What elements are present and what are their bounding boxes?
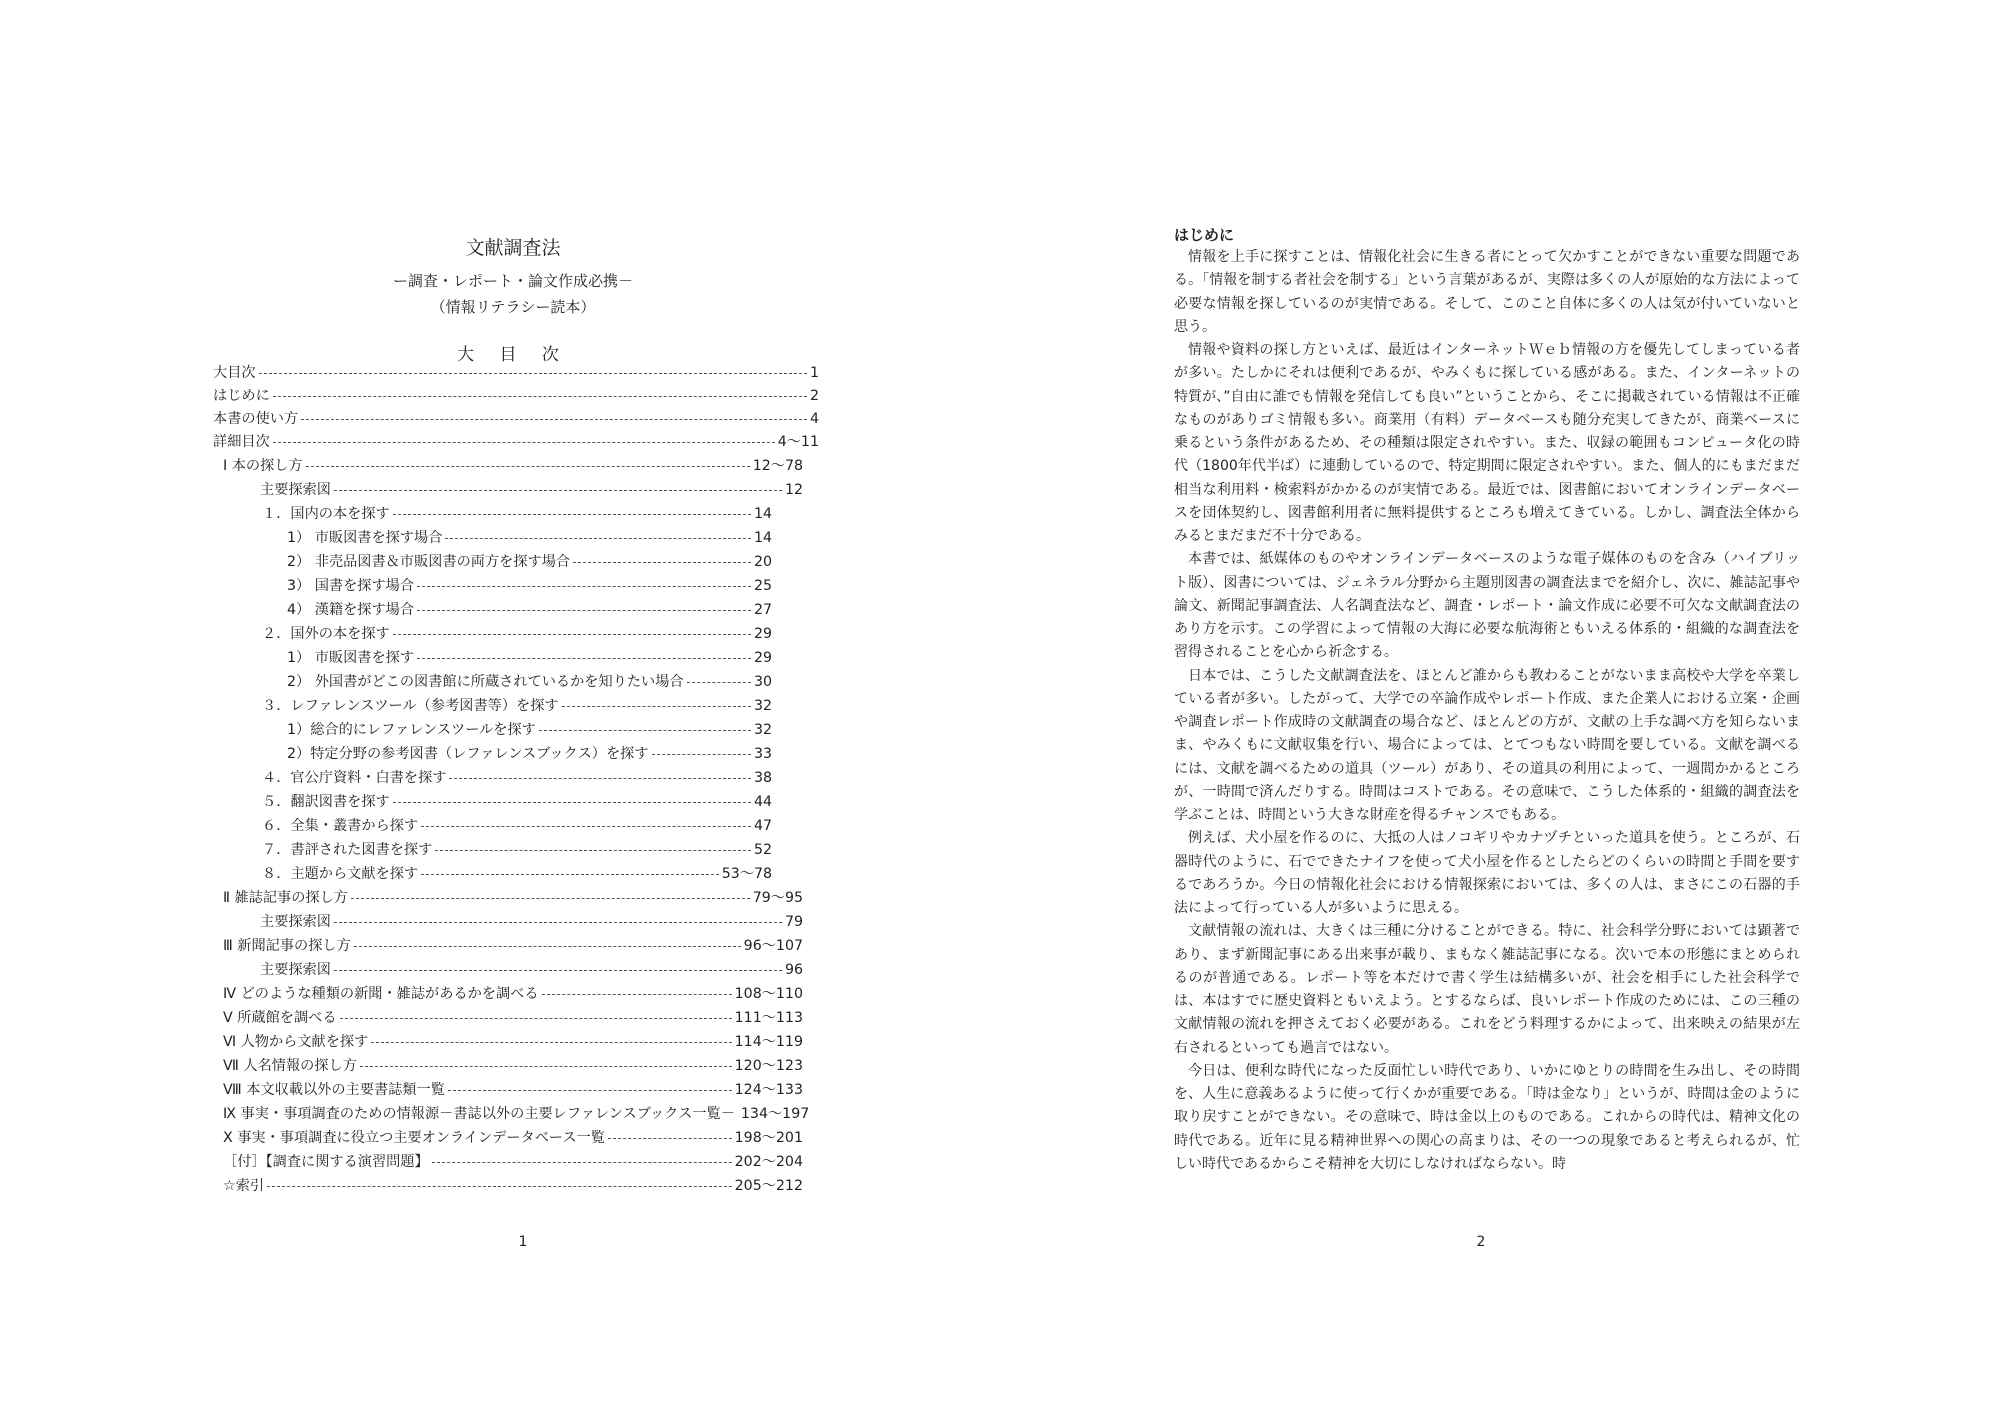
book-title: 文献調査法 [465,237,561,259]
toc-entry-label: 1） 市販図書を探す場合 [287,530,443,546]
book-subtitle: ー調査・レポート・論文作成必携－ [392,272,633,290]
toc-entry-page: 53～78 [721,866,772,882]
right-page [1000,0,2000,1415]
toc-dash-leader [417,586,751,587]
intro-paragraph: 本書では、紙媒体のものやオンラインデータベースのような電子媒体のものを含み（ハイブリット版）、図書については、ジェネラル分野から主題別図書の調査法までを紹介し、次に、雑誌記事や論文、新聞記事調査法、人名調査法など、調査・レポート・論文作成に必要不可欠な文献調査法のあり方を示す。この学習によって情報の大海に必要な航海術ともいえる体系的・組織的な調査法を習得されることを心から祈念する。 [1174,551,1800,661]
toc-entry-page: 52 [753,842,772,858]
toc-entry-page: 124～133 [734,1082,803,1098]
toc-dash-leader [608,1138,732,1139]
toc-entry-page: 38 [753,770,772,786]
toc-entry-label: ☆索引 [223,1178,265,1194]
toc-dash-leader [417,658,751,659]
toc-entry [223,1007,803,1030]
toc-entry [223,1127,803,1150]
toc-entry-page: 4～11 [777,434,819,450]
toc-entry [287,527,772,550]
toc-entry-page: 12～78 [752,458,803,474]
toc-entry [287,719,772,742]
toc-entry-label: Ⅲ 新聞記事の探し方 [223,938,351,954]
toc-entry [223,935,803,958]
toc-entry-page: 198～201 [734,1130,803,1146]
toc-entry [260,959,803,982]
toc-dash-leader [340,1018,732,1019]
toc-dash-leader [273,442,775,443]
toc-entry [223,887,803,910]
toc-entry-label: 4） 漢籍を探す場合 [287,602,415,618]
book-series-label: （情報リテラシー読本） [430,298,596,316]
intro-paragraph: 文献情報の流れは、大きくは三種に分けることができる。特に、社会科学分野においては顕著であり、まず新聞記事にある出来事が載り、まもなく雑誌記事になる。次いで本の形態にまとめられるのが普通である。レポート等を本だけで書く学生は結構多いが、社会を相手にした社会科学では、本はすでに歴史資料ともいえよう。とするならば、良いレポート作成のためには、この三種の文献情報の流れを押さえておく必要がある。これをどう料理するかによって、出来映えの結果が左右されるといっても過言ではない。 [1174,923,1800,1056]
toc-entry-page: 47 [753,818,772,834]
toc-dash-leader [360,1066,732,1067]
intro-body [1174,246,1800,1176]
toc-entry-label: 詳細目次 [213,434,270,450]
toc-entry-page: 2 [809,388,819,404]
toc-entry-page: 96 [784,962,803,978]
toc-entry-page: 32 [753,698,772,714]
toc-entry [223,1103,810,1126]
toc-dash-leader [449,778,750,779]
toc-dash-leader [393,514,751,515]
intro-paragraph: 情報を上手に探すことは、情報化社会に生きる者にとって欠かすことができない重要な問題である。「情報を制する者社会を制する」という言葉があるが、実際は多くの人が原始的な方法によって必要な情報を探しているのが実情である。そして、このこと自体に多くの人は気が付いていないと思う。 [1174,249,1800,335]
toc-entry [260,911,803,934]
intro-paragraph: 今日は、便利な時代になった反面忙しい時代であり、いかにゆとりの時間を生み出し、その時間を、人生に意義あるように使って行くかが重要である。「時は金なり」というが、時間は金のように取り戻すことができない。その意味で、時は金以上のものである。これからの時代は、精神文化の時代である。近年に見る精神世界への関心の高まりは、その一つの現象であると考えられるが、忙しい時代であるからこそ精神を大切にしなければならない。時 [1174,1062,1800,1172]
toc-entry [287,599,772,622]
toc-dash-leader [417,610,751,611]
toc-dash-leader [351,898,750,899]
toc-entry-label: ５．翻訳図書を探す [262,794,390,810]
toc-dash-leader [334,490,782,491]
toc-dash-leader [421,874,719,875]
toc-entry-label: 本書の使い方 [213,411,299,427]
toc-entry-page: 14 [753,506,772,522]
toc-entry [287,743,772,766]
toc-entry [223,983,803,1006]
toc-entry-page: 111～113 [734,1010,803,1026]
toc-entry [287,671,772,694]
toc-dash-leader [562,706,751,707]
toc-entry [213,385,819,408]
toc-dash-leader [445,538,751,539]
toc-dash-leader [273,396,807,397]
toc-entry-page: 33 [753,746,772,762]
toc-entry-page: 96～107 [743,938,803,954]
toc-dash-leader [354,946,741,947]
toc-dash-leader [539,730,751,731]
toc-entry-page: 114～119 [734,1034,803,1050]
toc-entry-page: 108～110 [734,986,803,1002]
toc-entry-page: 30 [753,674,772,690]
toc-entry-label: 主要探索図 [260,482,331,498]
toc-entry-label: 2） 外国書がどこの図書館に所蔵されているかを知りたい場合 [287,674,684,690]
toc-entry [223,1151,803,1174]
toc-entry [262,815,772,838]
toc-entry [262,695,772,718]
toc-entry [223,1055,803,1078]
toc-dash-leader [393,634,751,635]
toc-entry [223,1031,803,1054]
toc-entry-label: 1）総合的にレファレンスツールを探す [287,722,536,738]
toc-entry-label: ［付］【調査に関する演習問題】 [223,1154,429,1170]
toc-entry-label: 主要探索図 [260,962,331,978]
toc-entry-label: 2）特定分野の参考図書（レファレンスブックス）を探す [287,746,649,762]
intro-paragraph: 例えば、犬小屋を作るのに、大抵の人はノコギリやカナヅチといった道具を使う。ところが、石器時代のように、石でできたナイフを使って犬小屋を作るとしたらどのくらいの時間と手間を要するであろうか。今日の情報化社会における情報探索においては、多くの人は、まさにこの石器的手法によって行っている人が多いように思える。 [1174,830,1800,916]
toc-entry [287,647,772,670]
toc-dash-leader [306,466,750,467]
toc-entry-label: Ⅷ 本文収載以外の主要書誌類一覧 [223,1082,445,1098]
toc-entry-page: 25 [753,578,772,594]
toc-entry-page: 79～95 [752,890,803,906]
toc-dash-leader [687,682,751,683]
toc-entry-page: 134～197 [740,1106,810,1122]
toc-entry-label: ３．レファレンスツール（参考図書等）を探す [262,698,559,714]
toc-entry-label: 1） 市販図書を探す [287,650,415,666]
toc-entry-page: 14 [753,530,772,546]
page-number-right: 2 [1476,1234,1486,1250]
toc-entry [260,479,803,502]
toc-entry-page: 1 [809,365,819,381]
toc-entry-label: Ⅴ 所蔵館を調べる [223,1010,337,1026]
toc-dash-leader [432,1162,732,1163]
intro-paragraph: 日本では、こうした文献調査法を、ほとんど誰からも教わることがないまま高校や大学を卒業している者が多い。したがって、大学での卒論作成やレポート作成、また企業人における立案・企画や調査レポート作成時の文献調査の場合など、ほとんどの方が、文献の上手な調べ方を知らないまま、やみくもに文献収集を行い、場合によっては、とてつもない時間を要している。文献を調べるには、文献を調べるための道具（ツール）があり、その道具の利用によって、一週間かかるところが、一時間で済んだりする。時間はコストである。その意味で、こうした体系的・組織的調査法を学ぶことは、時間という大きな財産を得るチャンスでもある。 [1174,667,1800,823]
toc-entry-page: 202～204 [734,1154,803,1170]
toc-entry-page: 20 [753,554,772,570]
toc-entry-page: 29 [753,626,772,642]
toc-dash-leader [652,754,751,755]
toc-entry-label: ８．主題から文献を探す [262,866,419,882]
toc-dash-leader [301,419,807,420]
toc-entry-label: Ⅶ 人名情報の探し方 [223,1058,357,1074]
intro-paragraph: 情報や資料の探し方といえば、最近はインターネットＷｅｂ情報の方を優先してしまっている者が多い。たしかにそれは便利であるが、やみくもに探している感がある。また、インターネットの特質が、”自由に誰でも情報を発信しても良い”ということから、そこに掲載されている情報は不正確なものがありゴミ情報も多い。商業用（有料）データベースも随分充実してきたが、商業ベースに乗るという条件があるため、その種類は限定されやすい。また、収録の範囲もコンピュータ化の時代（1800年代半ば）に連動しているので、特定期間に限定されやすい。また、個人的にもまだまだ相当な利用料・検索料がかかるのが実情である。最近では、図書館においてオンラインデータベースを団体契約し、図書館利用者に無料提供するところも増えてきている。しかし、調査法全体からみるとまだまだ不十分である。 [1174,342,1800,544]
toc-entry-label: 主要探索図 [260,914,331,930]
toc-entry [223,1079,803,1102]
toc-dash-leader [371,1042,731,1043]
toc-entry-label: はじめに [213,388,270,404]
toc-entry [262,623,772,646]
toc-heading: 大 目 次 [457,345,569,365]
toc-entry [213,362,819,385]
toc-entry-label: 大目次 [213,365,256,381]
toc-entry-label: １．国内の本を探す [262,506,390,522]
toc-dash-leader [542,994,732,995]
toc-entry-page: 120～123 [734,1058,803,1074]
page-number-left: 1 [518,1234,528,1250]
toc-entry-page: 44 [753,794,772,810]
toc-entry [287,551,772,574]
toc-dash-leader [267,1186,732,1187]
toc-entry [223,1175,803,1198]
toc-entry-label: Ⅵ 人物から文献を探す [223,1034,369,1050]
toc-entry [213,408,819,431]
toc-entry [262,767,772,790]
toc-entry [287,575,772,598]
toc-dash-leader [334,970,782,971]
toc-entry-label: 3） 国書を探す場合 [287,578,415,594]
toc-entry-page: 27 [753,602,772,618]
toc-entry-label: ７．書評された図書を探す [262,842,433,858]
toc-entry [223,455,803,478]
toc-entry [262,791,772,814]
toc-dash-leader [435,850,751,851]
toc-entry-page: 29 [753,650,772,666]
toc-entry [262,863,772,886]
toc-dash-leader [259,373,807,374]
toc-entry-page: 79 [784,914,803,930]
toc-entry-page: 32 [753,722,772,738]
toc-entry-label: 2） 非売品図書＆市販図書の両方を探す場合 [287,554,571,570]
toc-entry-label: Ⅹ 事実・事項調査に役立つ主要オンラインデータベース一覧 [223,1130,605,1146]
toc-entry-label: ６．全集・叢書から探す [262,818,419,834]
toc-entry-label: Ⅳ どのような種類の新聞・雑誌があるかを調べる [223,986,539,1002]
toc-dash-leader [421,826,751,827]
toc-entry [262,503,772,526]
toc-entry-label: Ⅰ 本の探し方 [223,458,303,474]
toc-entry-label: ２．国外の本を探す [262,626,390,642]
toc-dash-leader [393,802,751,803]
intro-heading: はじめに [1174,226,1235,244]
toc-entry [213,431,819,454]
toc-entry-label: ４．官公庁資料・白書を探す [262,770,447,786]
toc-dash-leader [334,922,782,923]
toc-entry-page: 4 [809,411,819,427]
toc-entry-page: 12 [784,482,803,498]
toc-dash-leader [448,1090,732,1091]
toc-dash-leader [573,562,751,563]
toc-entry [262,839,772,862]
toc-entry-page: 205～212 [734,1178,803,1194]
toc-entry-label: Ⅱ 雑誌記事の探し方 [223,890,348,906]
toc-entry-label: Ⅸ 事実・事項調査のための情報源－書誌以外の主要レファレンスブックス一覧－ [223,1106,735,1122]
